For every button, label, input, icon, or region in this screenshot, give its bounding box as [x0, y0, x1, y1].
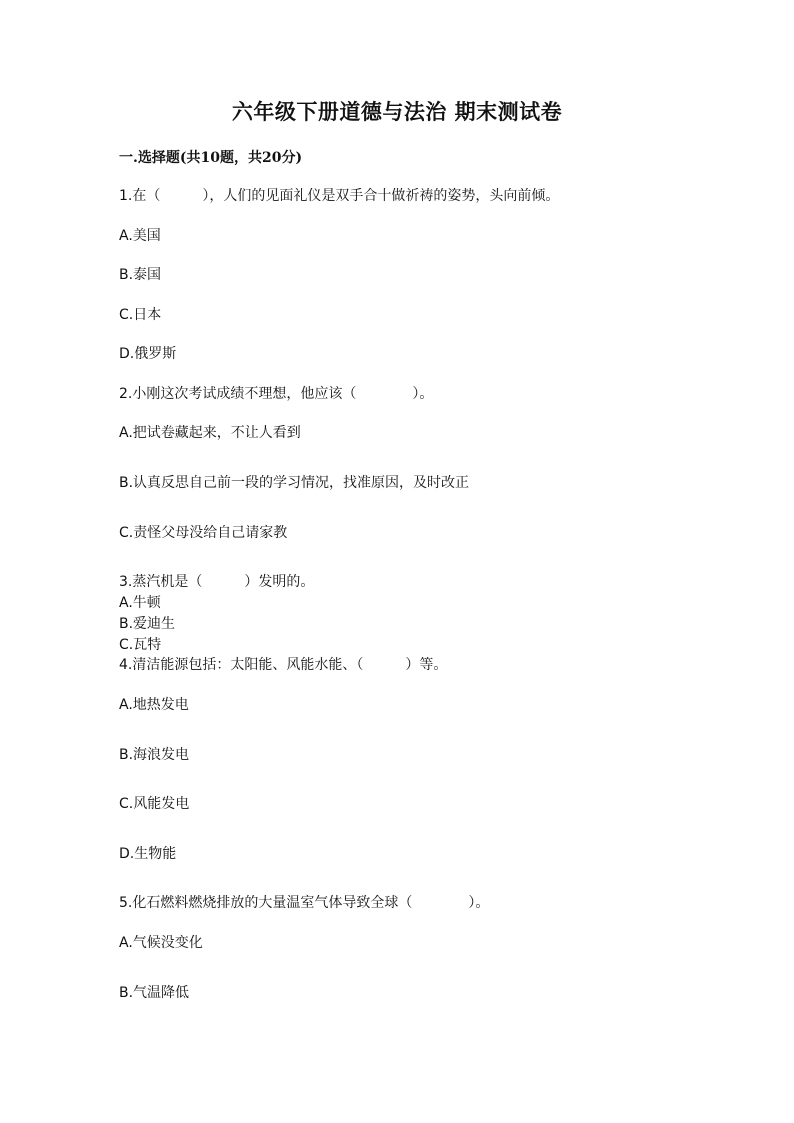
question-4-option-b: B.海浪发电 [119, 747, 190, 763]
question-5-option-b: B.气温降低 [119, 985, 190, 1001]
question-2-option-b: B.认真反思自己前一段的学习情况，找准原因，及时改正 [119, 475, 470, 491]
page-title: 六年级下册道德与法治 期末测试卷 [231, 99, 563, 124]
question-4-option-a: A.地热发电 [119, 697, 189, 713]
question-1-option-c: C.日本 [119, 307, 162, 323]
question-4-option-c: C.风能发电 [119, 796, 190, 812]
question-5-option-a: A.气候没变化 [119, 935, 203, 951]
question-3-stem: 3.蒸汽机是（ ）发明的。 [119, 574, 315, 590]
question-4-stem: 4.清洁能源包括：太阳能、风能水能、（ ）等。 [119, 657, 448, 673]
question-3-option-b: B.爱迪生 [119, 616, 176, 632]
section-heading: 一.选择题(共10题，共20分) [119, 150, 303, 166]
question-1-option-b: B.泰国 [119, 267, 162, 283]
question-5-stem: 5.化石燃料燃烧排放的大量温室气体导致全球（ ）。 [119, 895, 490, 911]
question-1-option-d: D.俄罗斯 [119, 346, 177, 362]
question-1-option-a: A.美国 [119, 228, 161, 244]
question-2-option-a: A.把试卷藏起来，不让人看到 [119, 425, 301, 441]
question-4-option-d: D.生物能 [119, 846, 177, 862]
question-1-stem: 1.在（ ），人们的见面礼仪是双手合十做祈祷的姿势，头向前倾。 [119, 188, 560, 204]
question-2-option-c: C.责怪父母没给自己请家教 [119, 525, 288, 541]
question-3-option-c: C.瓦特 [119, 637, 162, 653]
question-2-stem: 2.小刚这次考试成绩不理想，他应该（ ）。 [119, 386, 434, 402]
question-3-option-a: A.牛顿 [119, 595, 161, 611]
